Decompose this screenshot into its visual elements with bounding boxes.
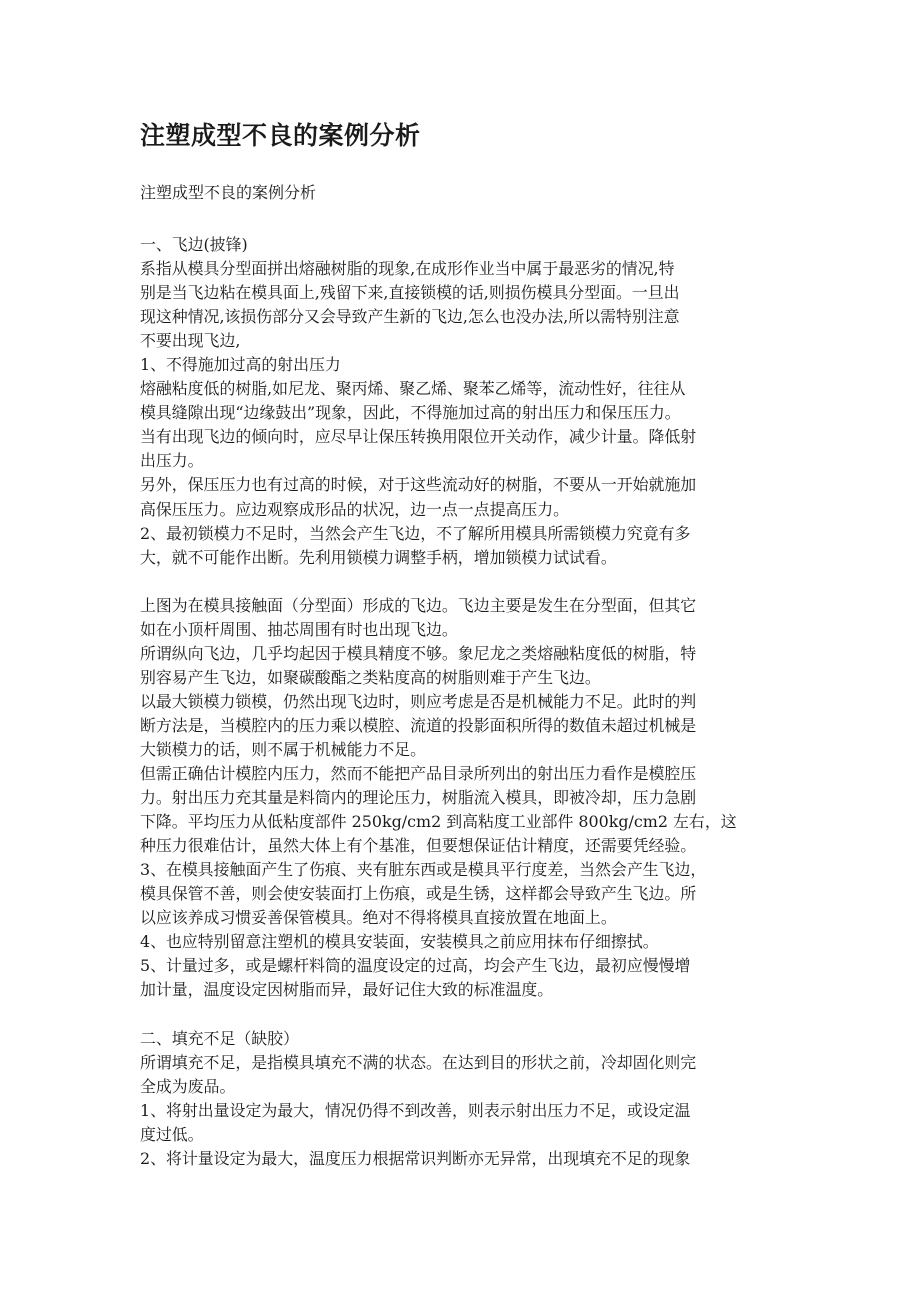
blank-line: [140, 570, 790, 594]
paragraph-line: 熔融粘度低的树脂,如尼龙、聚丙烯、聚乙烯、聚苯乙烯等，流动性好，往往从: [140, 379, 686, 399]
paragraph-line: 当有出现飞边的倾向时，应尽早让保压转换用限位开关动作，减少计量。降低射: [140, 427, 697, 447]
paragraph-line: 上图为在模具接触面（分型面）形成的飞边。飞边主要是发生在分型面，但其它: [140, 595, 697, 615]
blank-line: [140, 1003, 790, 1027]
paragraph-line: 以最大锁模力锁模，仍然出现飞边时，则应考虑是否是机械能力不足。此时的判: [140, 691, 697, 711]
list-item-line: 2、最初锁模力不足时，当然会产生飞边，不了解所用模具所需锁模力究竟有多: [140, 523, 691, 543]
paragraph-line: 不要出现飞边,: [140, 331, 241, 351]
paragraph-line: 现这种情况,该损伤部分又会导致产生新的飞边,怎么也没办法,所以需特别注意: [140, 307, 680, 327]
paragraph-line: 力。射出压力充其量是料筒内的理论压力，树脂流入模具，即被冷却，压力急剧: [140, 788, 697, 808]
paragraph-line: 出压力。: [140, 451, 204, 471]
paragraph-line: 断方法是，当模腔内的压力乘以模腔、流道的投影面积所得的数值未超过机械是: [140, 715, 697, 735]
list-item-line: 2、将计量设定为最大，温度压力根据常识判断亦无异常，出现填充不足的现象: [140, 1148, 691, 1168]
paragraph-line: 以应该养成习惯妥善保管模具。绝对不得将模具直接放置在地面上。: [140, 908, 617, 928]
paragraph-line: 别是当飞边粘在模具面上,残留下来,直接锁模的话,则损伤模具分型面。一旦出: [140, 283, 680, 303]
paragraph-line: 大锁模力的话，则不属于机械能力不足。: [140, 739, 427, 759]
paragraph-line: 种压力很难估计，虽然大体上有个基准，但要想保证估计精度，还需要凭经验。: [140, 836, 697, 856]
list-item-line: 1、不得施加过高的射出压力: [140, 355, 341, 375]
paragraph-line: 别容易产生飞边，如聚碳酸酯之类粘度高的树脂则难于产生飞边。: [140, 667, 601, 687]
list-item-line: 5、计量过多，或是螺杆料筒的温度设定的过高，均会产生飞边，最初应慢慢增: [140, 956, 691, 976]
paragraph-line: 度过低。: [140, 1124, 204, 1144]
paragraph-line: 系指从模具分型面拼出熔融树脂的现象,在成形作业当中属于最恶劣的情况,特: [140, 259, 675, 279]
paragraph-line: 如在小顶杆周围、抽芯周围有时也出现飞边。: [140, 619, 458, 639]
paragraph-line: 全成为废品。: [140, 1076, 236, 1096]
paragraph-line: 所谓纵向飞边，几乎均起因于模具精度不够。象尼龙之类熔融粘度低的树脂，特: [140, 643, 697, 663]
paragraph-line: 下降。平均压力从低粘度部件 250kg/cm2 到高粘度工业部件 800kg/cm2 左右，这: [140, 812, 737, 832]
paragraph-line: 但需正确估计模腔内压力，然而不能把产品目录所列出的射出压力看作是模腔压: [140, 764, 697, 784]
document-title: 注塑成型不良的案例分析: [140, 121, 421, 150]
paragraph-line: 大，就不可能作出断。先利用锁模力调整手柄，增加锁模力试试看。: [140, 547, 617, 567]
document-body: [140, 233, 790, 1171]
paragraph-line: 模具缝隙出现“边缘鼓出”现象，因此，不得施加过高的射出压力和保压压力。: [140, 403, 681, 423]
list-item-line: 4、也应特别留意注塑机的模具安装面，安装模具之前应用抹布仔细擦拭。: [140, 932, 659, 952]
paragraph-line: 模具保管不善，则会使安装面打上伤痕，或是生锈，这样都会导致产生飞边。所: [140, 884, 697, 904]
list-item-line: 3、在模具接触面产生了伤痕、夹有脏东西或是模具平行度差，当然会产生飞边，: [140, 860, 707, 880]
paragraph-line: 高保压压力。应边观察成形品的状况，边一点一点提高压力。: [140, 499, 570, 519]
section-heading-short-shot: 二、填充不足（缺胶）: [140, 1028, 299, 1048]
paragraph-line: 加计量，温度设定因树脂而异，最好记住大致的标准温度。: [140, 980, 554, 1000]
paragraph-line: 所谓填充不足，是指模具填充不满的状态。在达到目的形状之前，冷却固化则完: [140, 1052, 697, 1072]
document-subtitle: 注塑成型不良的案例分析: [140, 183, 317, 202]
paragraph-line: 另外，保压压力也有过高的时候，对于这些流动好的树脂，不要从一开始就施加: [140, 475, 697, 495]
section-heading-flash: 一、飞边(披锋): [140, 235, 248, 254]
list-item-line: 1、将射出量设定为最大，情况仍得不到改善，则表示射出压力不足，或设定温: [140, 1100, 691, 1120]
